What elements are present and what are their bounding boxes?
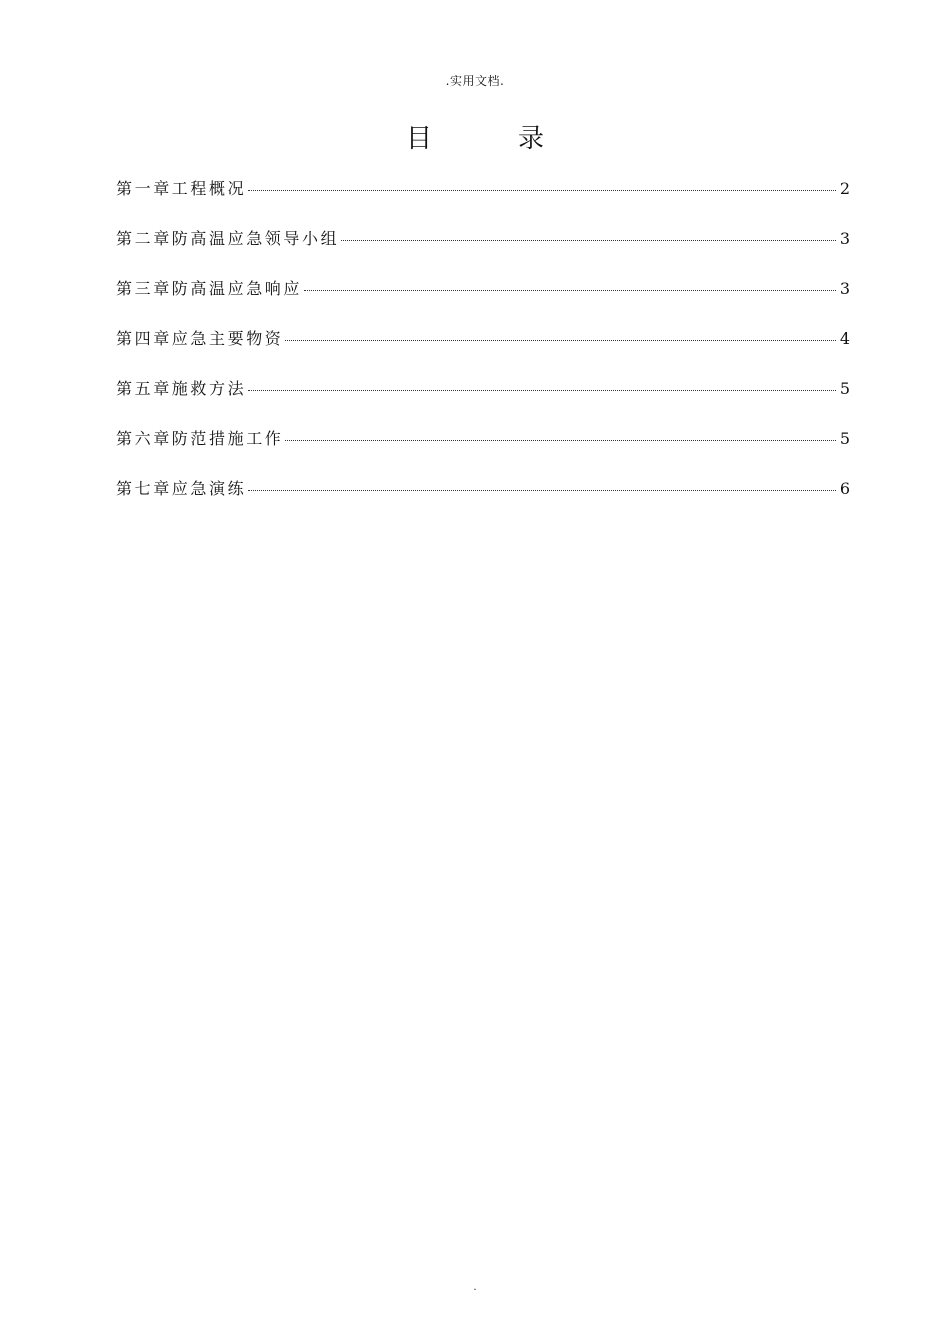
toc-entry-chapter-7[interactable] <box>116 476 850 526</box>
toc-page-number: 4 <box>839 329 850 348</box>
toc-label: 第四章应急主要物资 <box>116 329 284 348</box>
dot-leader <box>341 240 836 241</box>
page-header: .实用文档. <box>445 74 505 88</box>
title-char-mu: 目 <box>405 124 432 154</box>
dot-leader <box>248 490 836 491</box>
toc-entry-chapter-5[interactable] <box>116 376 850 426</box>
toc-entry-chapter-1[interactable] <box>116 176 850 226</box>
dot-leader <box>285 340 835 341</box>
page-title <box>0 118 950 155</box>
toc-page-number: 3 <box>839 229 850 248</box>
toc-entry-chapter-2[interactable] <box>116 226 850 276</box>
table-of-contents <box>116 176 850 526</box>
toc-entry-chapter-6[interactable] <box>116 426 850 476</box>
toc-label: 第六章防范措施工作 <box>116 429 284 448</box>
toc-entry-chapter-3[interactable] <box>116 276 850 326</box>
dot-leader <box>285 440 835 441</box>
title-char-lu: 录 <box>518 124 545 154</box>
toc-page-number: 5 <box>839 429 850 448</box>
dot-leader <box>304 290 836 291</box>
toc-page-number: 2 <box>839 179 850 198</box>
toc-label: 第七章应急演练 <box>116 479 247 498</box>
toc-label: 第三章防高温应急响应 <box>116 279 303 298</box>
toc-page-number: 3 <box>839 279 850 298</box>
page-footer-mark: . <box>473 1282 477 1293</box>
dot-leader <box>248 190 836 191</box>
toc-label: 第五章施救方法 <box>116 379 247 398</box>
toc-entry-chapter-4[interactable] <box>116 326 850 376</box>
toc-label: 第一章工程概况 <box>116 179 247 198</box>
dot-leader <box>248 390 836 391</box>
toc-page-number: 5 <box>839 379 850 398</box>
toc-page-number: 6 <box>839 479 850 498</box>
toc-label: 第二章防高温应急领导小组 <box>116 229 340 248</box>
